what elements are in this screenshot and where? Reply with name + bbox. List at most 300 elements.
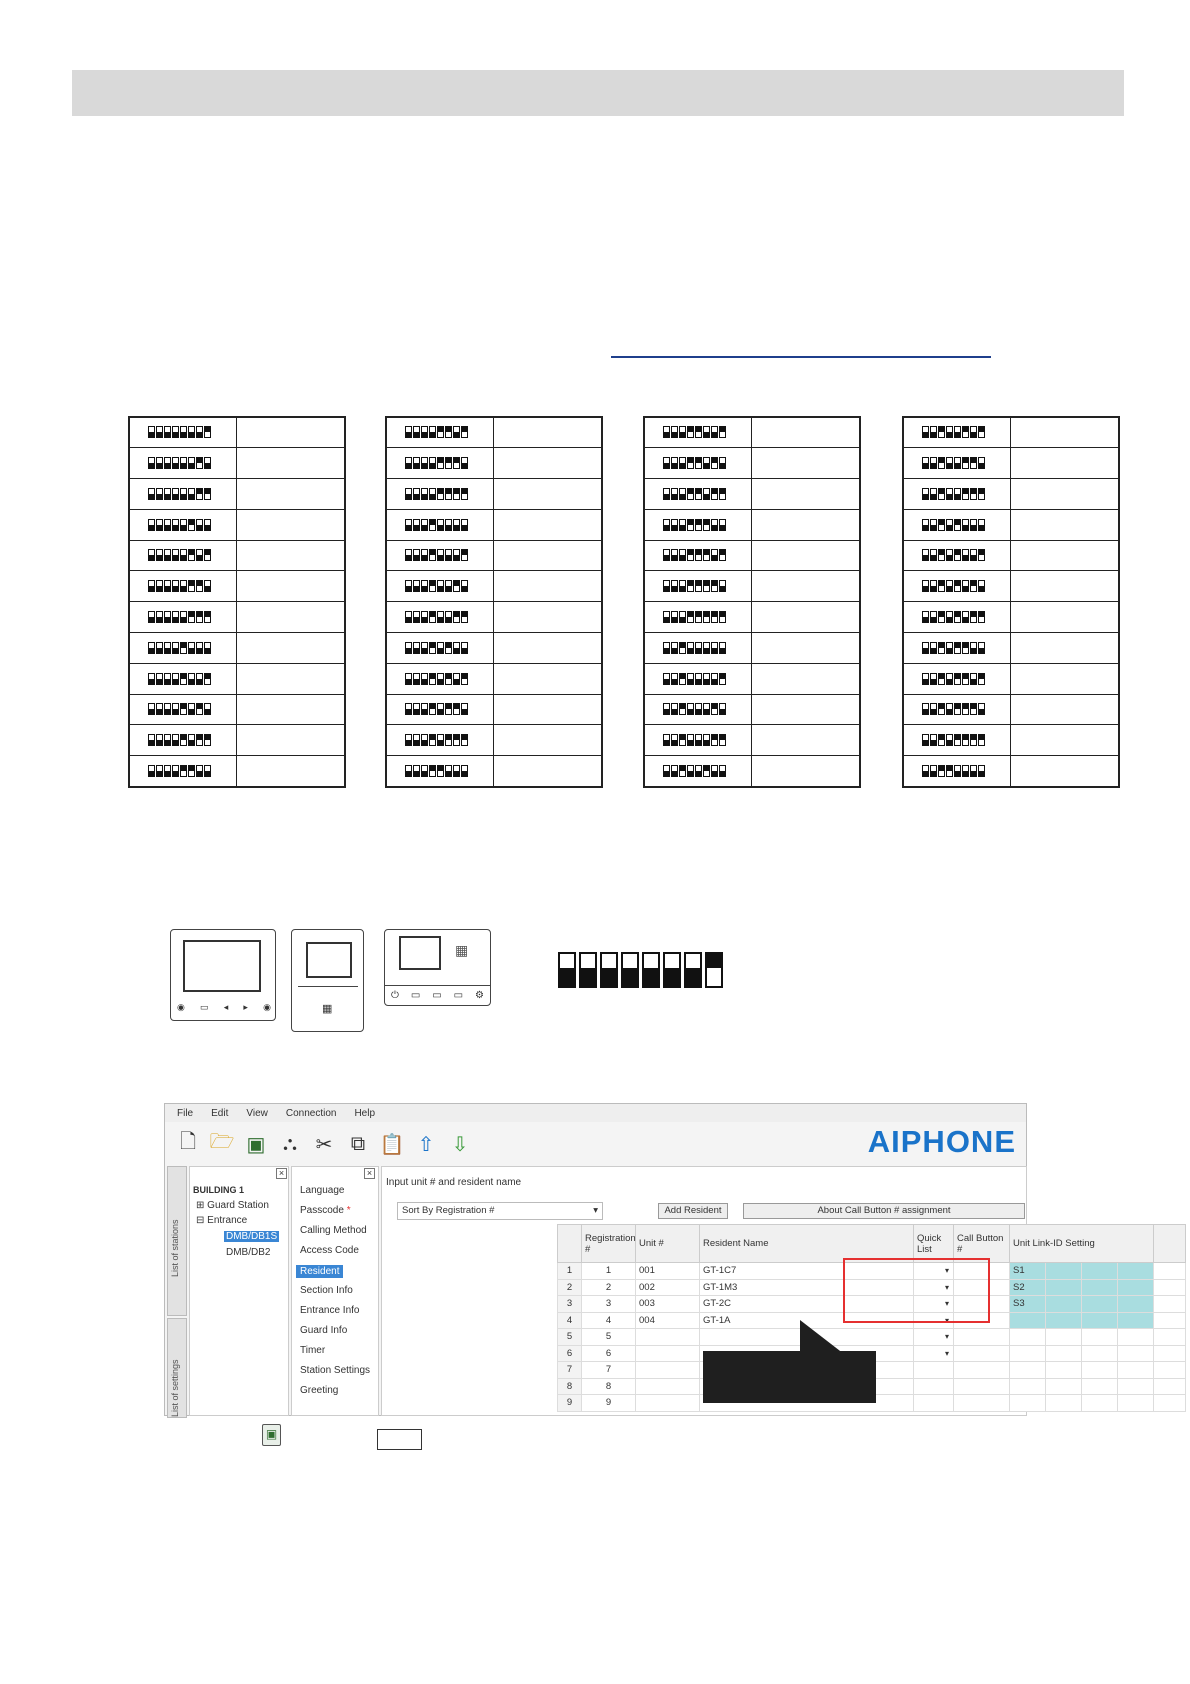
tree-dmb-db2[interactable]: DMB/DB2 [226,1247,271,1258]
dip-switch-icon [663,611,726,623]
settings-item-language[interactable]: Language [300,1185,345,1196]
dip-row [644,417,860,448]
header-unit-link-id[interactable]: Unit Link-ID Setting [1010,1225,1154,1263]
dip-switch-icon [405,549,468,561]
dip-switch-icon [148,765,211,777]
menu-item-help[interactable]: Help [354,1107,376,1119]
dip-value-cell [237,756,345,787]
dip-row [644,509,860,540]
dip-row [129,540,345,571]
instruction-text: Input unit # and resident name [386,1177,522,1188]
table-cell[interactable]: 5 [582,1329,636,1346]
dip-row [903,509,1119,540]
button-graphic [377,1429,422,1450]
quick-list-dropdown[interactable] [914,1378,954,1395]
table-cell[interactable] [636,1378,700,1395]
dip-switch-icon [405,519,468,531]
dip-value-cell [752,602,860,633]
table-cell[interactable] [1118,1395,1154,1412]
tree-dmb-db1s[interactable]: DMB/DB1S [226,1231,278,1242]
dip-switch-icon [922,488,985,500]
dip-switch-icon [148,580,211,592]
dip-value-cell [1011,479,1119,510]
dip-value-cell [1011,725,1119,756]
dip-value-cell [752,540,860,571]
dip-switch-icon [922,580,985,592]
dip-switch-icon [148,519,211,531]
paste-icon[interactable]: 📋 [379,1133,405,1156]
dip-switch-icon [405,426,468,438]
dip-row [644,694,860,725]
tab-list-of-settings[interactable]: List of settings [167,1318,187,1418]
dip-value-cell [752,694,860,725]
dip-switch-icon [663,488,726,500]
table-cell[interactable] [1154,1296,1186,1313]
station-tree-panel [189,1166,289,1416]
dip-lever [684,952,702,988]
new-file-icon[interactable]: 🗋 [179,1131,197,1153]
dip-row [129,509,345,540]
table-cell[interactable] [1046,1296,1082,1313]
table-cell: 9 [558,1395,582,1412]
dip-value-cell [494,694,602,725]
dip-switch-icon [405,611,468,623]
dip-row [129,663,345,694]
dip-switch-icon [405,488,468,500]
dip-row [903,540,1119,571]
dip-value-cell [752,663,860,694]
dip-lever [663,952,681,988]
dip-row [903,479,1119,510]
dip-lever [558,952,576,988]
settings-item-greeting[interactable]: Greeting [300,1385,339,1396]
settings-item-resident[interactable]: Resident [296,1265,343,1278]
table-cell[interactable]: 003 [636,1296,700,1313]
callout-pointer [800,1320,844,1354]
dip-switch-icon [405,765,468,777]
table-cell[interactable] [1082,1296,1118,1313]
table-cell[interactable] [1154,1378,1186,1395]
table-cell[interactable] [1010,1378,1046,1395]
dip-row [644,571,860,602]
cut-icon[interactable]: ✂ [315,1133,333,1156]
dip-row [386,663,602,694]
table-cell[interactable] [1154,1362,1186,1379]
dip-table-2 [385,416,603,788]
dip-table-4 [902,416,1120,788]
dip-switch-icon [148,549,211,561]
settings-item-timer[interactable]: Timer [300,1345,326,1356]
dip-switch-icon [922,765,985,777]
dip-switch-icon [405,703,468,715]
table-cell[interactable] [1046,1395,1082,1412]
dip-row [386,602,602,633]
download-icon[interactable]: ⇩ [451,1133,469,1156]
support-tool-window [164,1103,1095,1417]
network-icon[interactable]: ⛬ [283,1132,297,1155]
table-cell[interactable] [636,1345,700,1362]
table-cell[interactable] [954,1345,1010,1362]
dip-switch-icon [663,673,726,685]
dip-value-cell [237,448,345,479]
dip-switch-icon [922,519,985,531]
dip-row [903,417,1119,448]
dip-row [644,448,860,479]
quick-list-dropdown[interactable]: ▾ [914,1296,954,1313]
table-cell: 2 [558,1279,582,1296]
section-header-bar [72,70,1124,116]
dip-row [386,448,602,479]
dip-value-cell [494,540,602,571]
dip-switch-icon [922,703,985,715]
table-cell[interactable] [1046,1279,1082,1296]
table-cell[interactable] [1118,1362,1154,1379]
dip-value-cell [237,417,345,448]
dip-value-cell [494,509,602,540]
table-cell[interactable] [1154,1312,1186,1329]
close-icon[interactable]: × [276,1168,287,1179]
dip-row [903,633,1119,664]
dip-row [644,633,860,664]
dip-row [386,571,602,602]
table-cell[interactable]: 7 [582,1362,636,1379]
dip-row [386,509,602,540]
dip-row [903,725,1119,756]
dip-value-cell [1011,756,1119,787]
dip-value-cell [237,663,345,694]
table-cell[interactable] [1118,1263,1154,1280]
table-cell[interactable] [1154,1395,1186,1412]
dip-value-cell [1011,448,1119,479]
dip-switch-icon [148,642,211,654]
dip-value-cell [237,571,345,602]
dip-row [129,417,345,448]
table-cell[interactable]: GT-1M3 [700,1279,914,1296]
dip-switch-icon [663,457,726,469]
monitor-device-1: ◉ ▭ ◂ ▸ ◉ [170,929,276,1021]
dip-switch-icon [148,703,211,715]
dip-value-cell [494,479,602,510]
header-quick-list[interactable]: Quick List [914,1225,954,1263]
dip-lever [705,952,723,988]
tree-entrance[interactable]: ⊟ Entrance [196,1215,248,1226]
table-cell[interactable]: 6 [582,1345,636,1362]
dip-switch-icon [663,642,726,654]
tree-building[interactable]: BUILDING 1 [193,1185,245,1195]
menu-bar [165,1104,1026,1122]
dip-row [129,602,345,633]
dip-switch-icon [405,642,468,654]
dip-row [129,694,345,725]
table-cell: 7 [558,1362,582,1379]
save-icon: ▣ [262,1424,281,1446]
table-cell[interactable]: 2 [582,1279,636,1296]
table-cell[interactable]: S3 [1010,1296,1046,1313]
table-cell[interactable]: 002 [636,1279,700,1296]
menu-item-connection[interactable]: Connection [285,1107,337,1119]
about-call-button-assignment[interactable]: About Call Button # assignment [743,1203,1025,1219]
quick-list-dropdown[interactable]: ▾ [914,1345,954,1362]
dip-lever [600,952,618,988]
dip-value-cell [752,479,860,510]
dip-value-cell [752,725,860,756]
dip-switch-icon [663,765,726,777]
dip-switch-icon [148,488,211,500]
dip-row [644,725,860,756]
dip-row [129,633,345,664]
quick-list-dropdown[interactable]: ▾ [914,1329,954,1346]
dip-switch-icon [922,457,985,469]
settings-item-calling-method[interactable]: Calling Method [300,1225,367,1236]
header-call-button[interactable]: Call Button # [954,1225,1010,1263]
brand-logo: AIPHONE [867,1124,1016,1159]
settings-item-section-info[interactable]: Section Info [300,1285,353,1296]
dip-table-3 [643,416,861,788]
table-cell[interactable] [1082,1345,1118,1362]
table-cell[interactable] [1010,1345,1046,1362]
dip-value-cell [752,756,860,787]
table-cell[interactable]: GT-1C7 [700,1263,914,1280]
dip-row [644,602,860,633]
quick-list-dropdown[interactable] [914,1395,954,1412]
dip-value-cell [237,725,345,756]
table-cell: 5 [558,1329,582,1346]
dip-value-cell [237,633,345,664]
menu-item-edit[interactable]: Edit [211,1107,229,1119]
settings-item-entrance-info[interactable]: Entrance Info [300,1305,360,1316]
settings-item-guard-info[interactable]: Guard Info [300,1325,348,1336]
table-cell[interactable] [1154,1345,1186,1362]
table-cell[interactable]: 9 [582,1395,636,1412]
dip-value-cell [494,725,602,756]
dip-row [129,756,345,787]
add-resident-button[interactable]: Add Resident [658,1203,728,1219]
table-cell[interactable] [1082,1362,1118,1379]
monitor-device-3: ▦ ⏻ ▭ ▭ ▭ ⚙ [384,929,491,1006]
dip-switch-icon [405,580,468,592]
table-cell: 3 [558,1296,582,1313]
upload-icon[interactable]: ⇧ [417,1133,435,1156]
table-cell[interactable] [1082,1312,1118,1329]
dip-row [386,417,602,448]
dip-row [386,479,602,510]
table-cell[interactable] [954,1329,1010,1346]
tab-list-of-stations[interactable]: List of stations [167,1166,187,1316]
dip-switch-icon [663,580,726,592]
dip-row [903,448,1119,479]
dip-row [129,571,345,602]
table-cell[interactable]: 3 [582,1296,636,1313]
table-cell[interactable] [1082,1395,1118,1412]
dip-value-cell [1011,571,1119,602]
table-cell[interactable] [1046,1312,1082,1329]
dip-switch-icon [922,673,985,685]
settings-item-access-code[interactable]: Access Code [300,1245,359,1256]
table-cell[interactable]: 8 [582,1378,636,1395]
table-cell[interactable] [636,1395,700,1412]
quick-list-dropdown[interactable] [914,1362,954,1379]
tree-guard-station[interactable]: ⊞ Guard Station [196,1200,269,1211]
table-cell[interactable]: 4 [582,1312,636,1329]
table-cell[interactable]: GT-2C [700,1296,914,1313]
dip-value-cell [237,694,345,725]
open-folder-icon[interactable]: 🗁 [209,1131,235,1153]
sort-select[interactable]: Sort By Registration # ▾ [397,1202,603,1220]
dip-lever [642,952,660,988]
quick-list-dropdown[interactable]: ▾ [914,1279,954,1296]
table-cell[interactable] [954,1395,1010,1412]
settings-item-station-settings[interactable]: Station Settings [300,1365,371,1376]
table-cell[interactable] [1118,1296,1154,1313]
table-cell[interactable] [954,1378,1010,1395]
hyperlink-underline[interactable] [611,356,991,358]
dip-row [903,756,1119,787]
dip-value-cell [237,509,345,540]
settings-item-passcode[interactable]: Passcode * [300,1205,351,1216]
dip-switch-icon [148,734,211,746]
table-cell[interactable]: 1 [582,1263,636,1280]
table-cell[interactable] [1154,1329,1186,1346]
dip-row [903,571,1119,602]
dip-switch-icon [405,734,468,746]
dip-value-cell [494,602,602,633]
dip-value-cell [237,540,345,571]
dip-value-cell [494,448,602,479]
table-cell[interactable]: 004 [636,1312,700,1329]
callout-box [703,1351,876,1403]
dip-row [129,479,345,510]
dip-row [386,725,602,756]
monitor-device-2: ▦ [291,929,364,1032]
dip-switch-icon [922,426,985,438]
table-cell[interactable]: 001 [636,1263,700,1280]
table-cell[interactable] [1046,1329,1082,1346]
table-cell[interactable] [1046,1362,1082,1379]
table-cell: 6 [558,1345,582,1362]
table-cell[interactable] [1118,1279,1154,1296]
table-cell[interactable] [636,1362,700,1379]
dip-value-cell [494,417,602,448]
highlight-box [843,1258,990,1323]
dip-row [386,756,602,787]
close-icon[interactable]: × [364,1168,375,1179]
dip-lever [621,952,639,988]
table-cell[interactable]: GT-1A [700,1312,914,1329]
dip-value-cell [237,479,345,510]
dip-switch-icon [148,673,211,685]
dip-row [386,540,602,571]
settings-list-panel [291,1166,379,1416]
dip-row [644,756,860,787]
table-cell[interactable] [1046,1263,1082,1280]
menu-item-file[interactable]: File [177,1107,194,1119]
table-cell[interactable] [1010,1312,1046,1329]
dip-value-cell [1011,540,1119,571]
table-cell[interactable] [1046,1345,1082,1362]
dip-value-cell [752,509,860,540]
table-cell: 1 [558,1263,582,1280]
table-cell[interactable] [1082,1378,1118,1395]
dip-value-cell [494,633,602,664]
table-cell[interactable]: S1 [1010,1263,1046,1280]
table-cell[interactable] [1082,1263,1118,1280]
table-cell[interactable] [1010,1395,1046,1412]
dip-switch-icon [663,703,726,715]
save-icon[interactable]: ▣ [246,1133,266,1156]
dip-switch-icon [663,519,726,531]
dip-value-cell [1011,633,1119,664]
dip-row [129,448,345,479]
dip-switch-icon [663,549,726,561]
table-cell[interactable] [1118,1378,1154,1395]
dip-switch-icon [663,734,726,746]
table-cell[interactable] [1010,1329,1046,1346]
dip-row [903,694,1119,725]
dip-switch-icon [663,426,726,438]
header-resident-name[interactable]: Resident Name [700,1225,914,1263]
dip-value-cell [752,417,860,448]
dip-value-cell [494,571,602,602]
dip-switch-icon [148,457,211,469]
quick-list-dropdown[interactable]: ▾ [914,1263,954,1280]
dip-table-1 [128,416,346,788]
table-cell[interactable] [954,1362,1010,1379]
table-cell[interactable] [1118,1312,1154,1329]
dip-row [644,479,860,510]
copy-icon[interactable]: ⧉ [350,1132,366,1155]
table-cell[interactable] [1082,1329,1118,1346]
dip-switch-icon [922,734,985,746]
table-cell[interactable] [1118,1345,1154,1362]
table-cell[interactable] [636,1329,700,1346]
dip-row [386,694,602,725]
dip-value-cell [494,756,602,787]
table-cell[interactable] [1118,1329,1154,1346]
dip-switch-icon [405,457,468,469]
table-cell[interactable] [1082,1279,1118,1296]
header-registration[interactable]: Registration # [582,1225,636,1263]
example-dip-switch [558,952,723,988]
dip-row [903,663,1119,694]
dip-value-cell [752,448,860,479]
dip-value-cell [1011,694,1119,725]
dip-lever [579,952,597,988]
table-cell[interactable] [1046,1378,1082,1395]
dip-row [903,602,1119,633]
dip-row [386,633,602,664]
table-cell[interactable]: S2 [1010,1279,1046,1296]
dip-value-cell [237,602,345,633]
menu-item-view[interactable]: View [246,1107,268,1119]
dip-row [644,663,860,694]
table-cell[interactable] [1154,1279,1186,1296]
table-cell[interactable] [1154,1263,1186,1280]
table-cell[interactable] [1010,1362,1046,1379]
dip-row [129,725,345,756]
dip-switch-icon [922,611,985,623]
dip-value-cell [752,571,860,602]
header-unit[interactable]: Unit # [636,1225,700,1263]
dip-value-cell [1011,509,1119,540]
dip-value-cell [1011,417,1119,448]
dip-value-cell [1011,602,1119,633]
table-row[interactable] [558,1329,1186,1346]
table-cell: 4 [558,1312,582,1329]
dip-switch-icon [922,549,985,561]
quick-list-dropdown[interactable]: ▾ [914,1312,954,1329]
dip-value-cell [494,663,602,694]
table-cell: 8 [558,1378,582,1395]
